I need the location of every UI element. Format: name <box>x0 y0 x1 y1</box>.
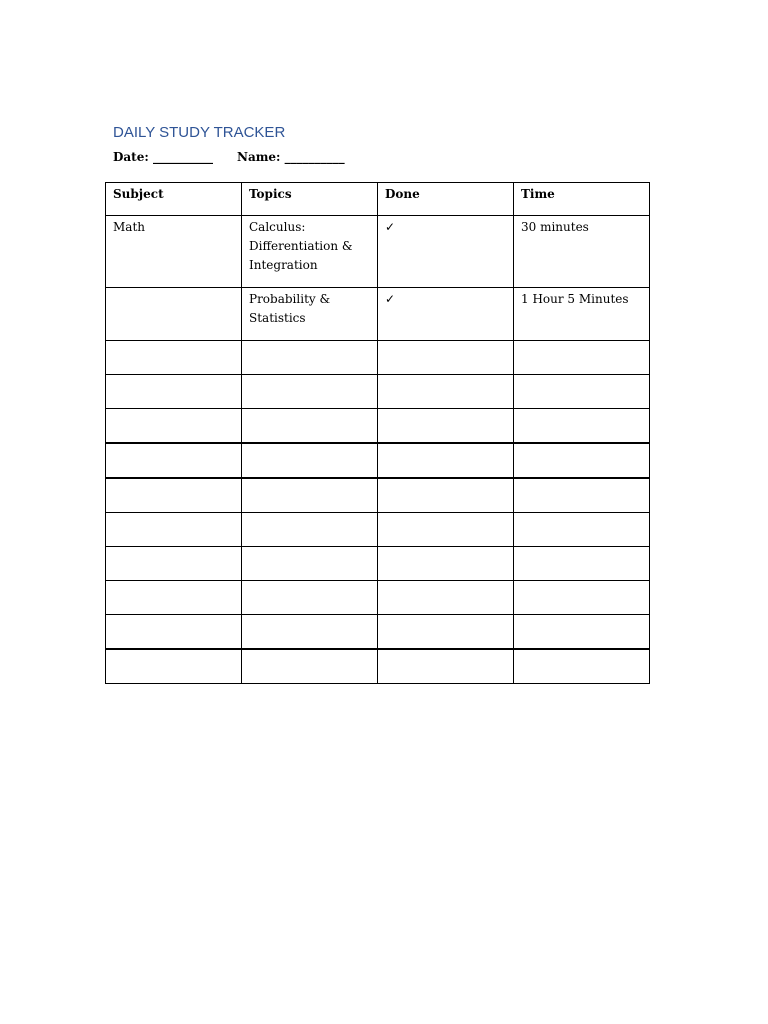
cell-time[interactable] <box>514 443 650 478</box>
cell-done[interactable] <box>378 615 514 650</box>
cell-subject[interactable] <box>106 649 242 684</box>
cell-subject[interactable] <box>106 443 242 478</box>
cell-subject[interactable] <box>106 547 242 581</box>
cell-time[interactable] <box>514 478 650 513</box>
document-title: DAILY STUDY TRACKER <box>113 124 286 141</box>
cell-done[interactable]: ✓ <box>378 288 514 341</box>
cell-time[interactable] <box>514 341 650 375</box>
header-done: Done <box>378 183 514 216</box>
cell-subject[interactable] <box>106 288 242 341</box>
table-row <box>106 409 650 444</box>
cell-done[interactable] <box>378 409 514 444</box>
cell-time[interactable] <box>514 375 650 409</box>
cell-topics[interactable] <box>242 547 378 581</box>
table-row <box>106 443 650 478</box>
cell-time[interactable] <box>514 649 650 684</box>
cell-subject[interactable] <box>106 409 242 444</box>
name-field[interactable]: Name: __________ <box>236 150 345 164</box>
cell-topics[interactable] <box>242 615 378 650</box>
table-header-row <box>106 183 650 216</box>
cell-topics[interactable] <box>242 375 378 409</box>
cell-done[interactable] <box>378 547 514 581</box>
cell-done[interactable] <box>378 649 514 684</box>
cell-subject[interactable] <box>106 615 242 650</box>
cell-time[interactable] <box>514 547 650 581</box>
table-row <box>106 581 650 615</box>
study-tracker-table <box>105 182 650 684</box>
cell-done[interactable] <box>378 375 514 409</box>
cell-done[interactable]: ✓ <box>378 216 514 288</box>
cell-topics[interactable] <box>242 341 378 375</box>
cell-subject[interactable] <box>106 375 242 409</box>
cell-time[interactable] <box>514 615 650 650</box>
table-row <box>106 375 650 409</box>
cell-time[interactable] <box>514 409 650 444</box>
cell-done[interactable] <box>378 341 514 375</box>
table-row <box>106 288 650 341</box>
cell-topics[interactable]: Calculus: Differentiation & Integration <box>242 216 378 288</box>
cell-subject[interactable]: Math <box>106 216 242 288</box>
cell-topics[interactable] <box>242 409 378 444</box>
cell-done[interactable] <box>378 581 514 615</box>
cell-topics[interactable] <box>242 581 378 615</box>
cell-topics[interactable] <box>242 443 378 478</box>
cell-time[interactable] <box>514 513 650 547</box>
table-row <box>106 513 650 547</box>
cell-time[interactable] <box>514 581 650 615</box>
table-row <box>106 216 650 288</box>
header-time: Time <box>514 183 650 216</box>
header-subject: Subject <box>106 183 242 216</box>
cell-done[interactable] <box>378 443 514 478</box>
table-row <box>106 615 650 650</box>
date-field[interactable]: Date: __________ <box>113 150 213 164</box>
cell-time[interactable]: 1 Hour 5 Minutes <box>514 288 650 341</box>
cell-subject[interactable] <box>106 341 242 375</box>
cell-subject[interactable] <box>106 478 242 513</box>
header-topics: Topics <box>242 183 378 216</box>
table-row <box>106 649 650 684</box>
cell-subject[interactable] <box>106 581 242 615</box>
cell-done[interactable] <box>378 513 514 547</box>
cell-subject[interactable] <box>106 513 242 547</box>
table-row <box>106 547 650 581</box>
cell-topics[interactable] <box>242 513 378 547</box>
cell-topics[interactable] <box>242 478 378 513</box>
cell-time[interactable]: 30 minutes <box>514 216 650 288</box>
header-fields <box>113 150 345 164</box>
table-row <box>106 478 650 513</box>
table-row <box>106 341 650 375</box>
cell-done[interactable] <box>378 478 514 513</box>
cell-topics[interactable]: Probability & Statistics <box>242 288 378 341</box>
cell-topics[interactable] <box>242 649 378 684</box>
